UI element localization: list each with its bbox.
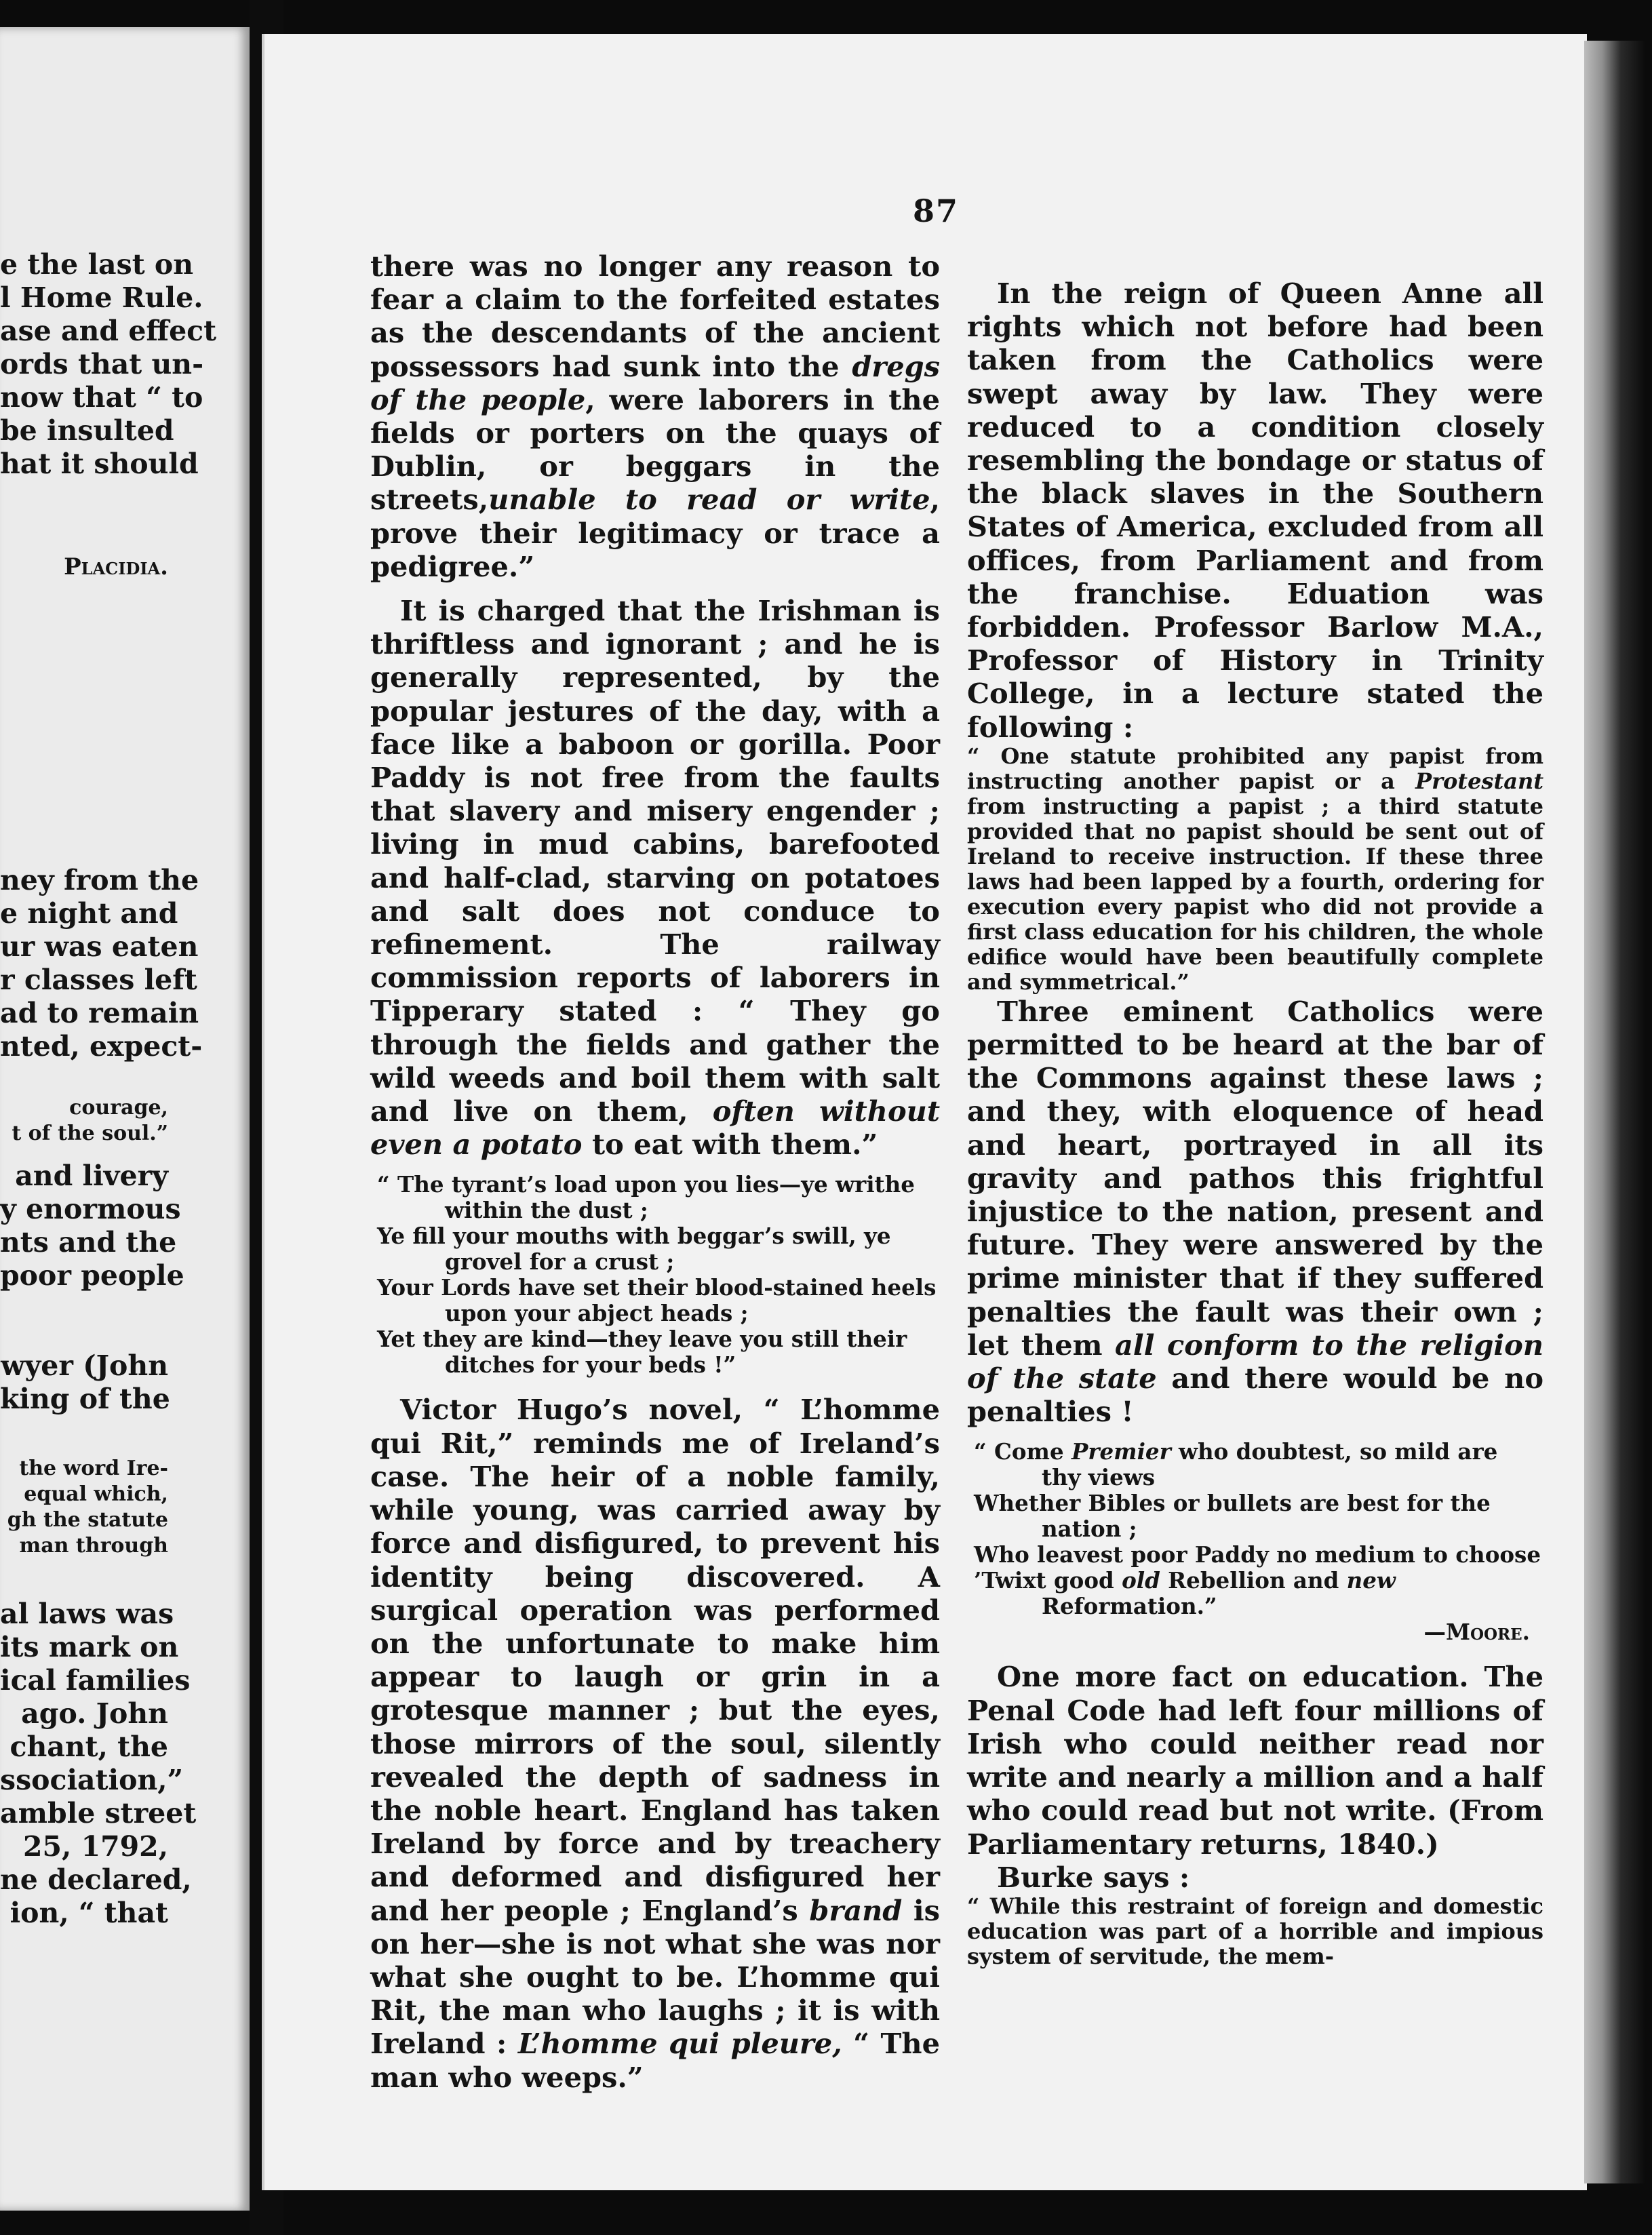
left-line: amble street: [0, 1797, 197, 1829]
left-line: wyer (John: [1, 1349, 168, 1382]
left-line: the word Ire-: [19, 1457, 168, 1480]
page-number: 87: [912, 193, 959, 229]
verse-line: “ The tyrant’s load upon you lies—ye writhe within the dust ;: [377, 1171, 915, 1224]
left-line: al laws was: [0, 1598, 174, 1630]
verse-quotation: [370, 1172, 940, 1378]
left-line: king of the: [0, 1383, 170, 1415]
left-line: and livery: [15, 1160, 168, 1192]
left-line: ion, “ that: [9, 1897, 168, 1929]
left-line: ney from the: [0, 864, 199, 896]
left-facing-page: [0, 27, 250, 2211]
left-line: ne declared,: [0, 1863, 192, 1896]
block-quotation: “ While this restraint of foreign and domestic education was part of a horrible and impious system of servitude, the mem-: [967, 1893, 1543, 1969]
left-line: l Home Rule.: [0, 281, 203, 314]
left-line: hat it should: [0, 448, 199, 480]
left-line: ase and effect: [0, 315, 217, 347]
signature-placidia: Placidia.: [64, 553, 168, 580]
left-line: now that “ to: [0, 381, 203, 414]
left-line: courage,: [69, 1096, 168, 1120]
left-line: man through: [19, 1534, 168, 1558]
text-column-right: [967, 277, 1543, 1969]
left-line: ur was eaten: [0, 930, 199, 963]
paragraph: It is charged that the Irishman is thriftless and ignorant ; and he is generally represented, by the popular jestures of the day, with a face like a baboon or gorilla. Poor Paddy is not free from the faults that slavery and misery engender ; living in mud cabins, barefooted and half-clad, starving on potatoes and salt does not conduce to refinement. The railway commission reports of laborers in Tipperary stated : “ They go through the fields and gather the wild weeds and boil them with salt and live on them, often without even a potato to eat with them.”: [370, 594, 940, 1162]
left-line: y enormous: [0, 1193, 181, 1225]
text-column-left: [370, 250, 940, 2094]
verse-line: “ Come Premier who doubtest, so mild are thy views: [974, 1438, 1498, 1491]
left-line: ords that un-: [0, 348, 204, 380]
paragraph: Three eminent Catholics were permitted to be heard at the bar of the Commons against these laws ; and they, with eloquence of head and heart, portrayed in all its gravity and pathos this frightful injustice to the nation, present and future. They were answered by the prime minister that if they suffered penalties the fault was their own ; let them all conform to the religion of the state and there would be no penalties !: [967, 994, 1543, 1429]
left-line: ical families: [0, 1664, 191, 1697]
left-line: t of the soul.”: [12, 1122, 168, 1145]
left-line: be insulted: [0, 414, 174, 447]
left-line: gh the statute: [7, 1508, 168, 1532]
paragraph: Burke says :: [997, 1860, 1190, 1894]
paragraph: there was no longer any reason to fear a claim to the forfeited estates as the descendants of the ancient possessors had sunk into the dregs of the people, were laborers in the fields or porters on the quays of Dublin, or beggars in the streets,unable to read or write, prove their legitimacy or trace a pedigree.”: [370, 250, 940, 583]
left-line: ad to remain: [0, 997, 199, 1029]
left-line: nts and the: [0, 1226, 177, 1259]
verse-line: Your Lords have set their blood-stained heels upon your abject heads ;: [377, 1274, 937, 1327]
left-line: nted, expect-: [0, 1030, 203, 1063]
verse-line: ’Twixt good old Rebellion and new Reformation.”: [974, 1567, 1396, 1620]
paragraph: In the reign of Queen Anne all rights which not before had been taken from the Catholics were swept away by law. They were reduced to a condition closely resembling the bondage or status of the black slaves in the Southern States of America, excluded from all offices, from Parliament and from the franchise. Eduation was forbidden. Professor Barlow M.A., Professor of History in Trinity College, in a lecture stated the following :: [967, 277, 1543, 744]
left-line: ssociation,”: [0, 1764, 184, 1796]
verse-attribution: —Moore.: [1423, 1619, 1530, 1646]
left-line: poor people: [0, 1259, 184, 1292]
left-line: e night and: [0, 897, 178, 930]
verse-line: Who leavest poor Paddy no medium to choose: [974, 1541, 1541, 1568]
left-line: r classes left: [0, 964, 197, 996]
paragraph: Victor Hugo’s novel, “ L’homme qui Rit,” reminds me of Ireland’s case. The heir of a noble family, while young, was carried away by force and disfigured, to prevent his identity being discovered. A surgical operation was performed on the unfortunate to make him appear to laugh or grin in a grotesque manner ; but the eyes, those mirrors of the soul, silently revealed the depth of sadness in the noble heart. England has taken Ireland by force and by treachery and deformed and disfigured her and her people ; England’s brand is on her—she is not what she was nor what she ought to be. L’homme qui Rit, the man who laughs ; it is with Ireland : L’homme qui pleure, “ The man who weeps.”: [370, 1393, 940, 2094]
left-line: ago. John: [21, 1697, 168, 1730]
block-quotation: “ One statute prohibited any papist from instructing another papist or a Protestant from instructing a papist ; a third statute provided that no papist should be sent out of Ireland to receive instruction. If these three laws had been lapped by a fourth, ordering for execution every papist who did not provide a first class education for his children, the whole edifice would have been beautifully complete and symmetrical.”: [967, 743, 1543, 995]
left-line: its mark on: [0, 1631, 179, 1663]
left-line: e the last on: [0, 248, 194, 281]
paragraph: One more fact on education. The Penal Code had left four millions of Irish who could neither read nor write and nearly a million and a half who could read but not write. (From Parliamentary returns, 1840.): [967, 1660, 1543, 1861]
verse-quotation: [967, 1439, 1543, 1645]
verse-line: Ye fill your mouths with beggar’s swill, ye grovel for a crust ;: [377, 1223, 891, 1275]
verse-line: Yet they are kind—they leave you still their ditches for your beds !”: [377, 1326, 907, 1379]
verse-line: Whether Bibles or bullets are best for the nation ;: [974, 1490, 1491, 1543]
left-line: equal which,: [24, 1482, 168, 1506]
left-line: chant, the: [9, 1730, 168, 1763]
page-edge: [1584, 41, 1645, 2183]
left-line: 25, 1792,: [23, 1830, 168, 1863]
